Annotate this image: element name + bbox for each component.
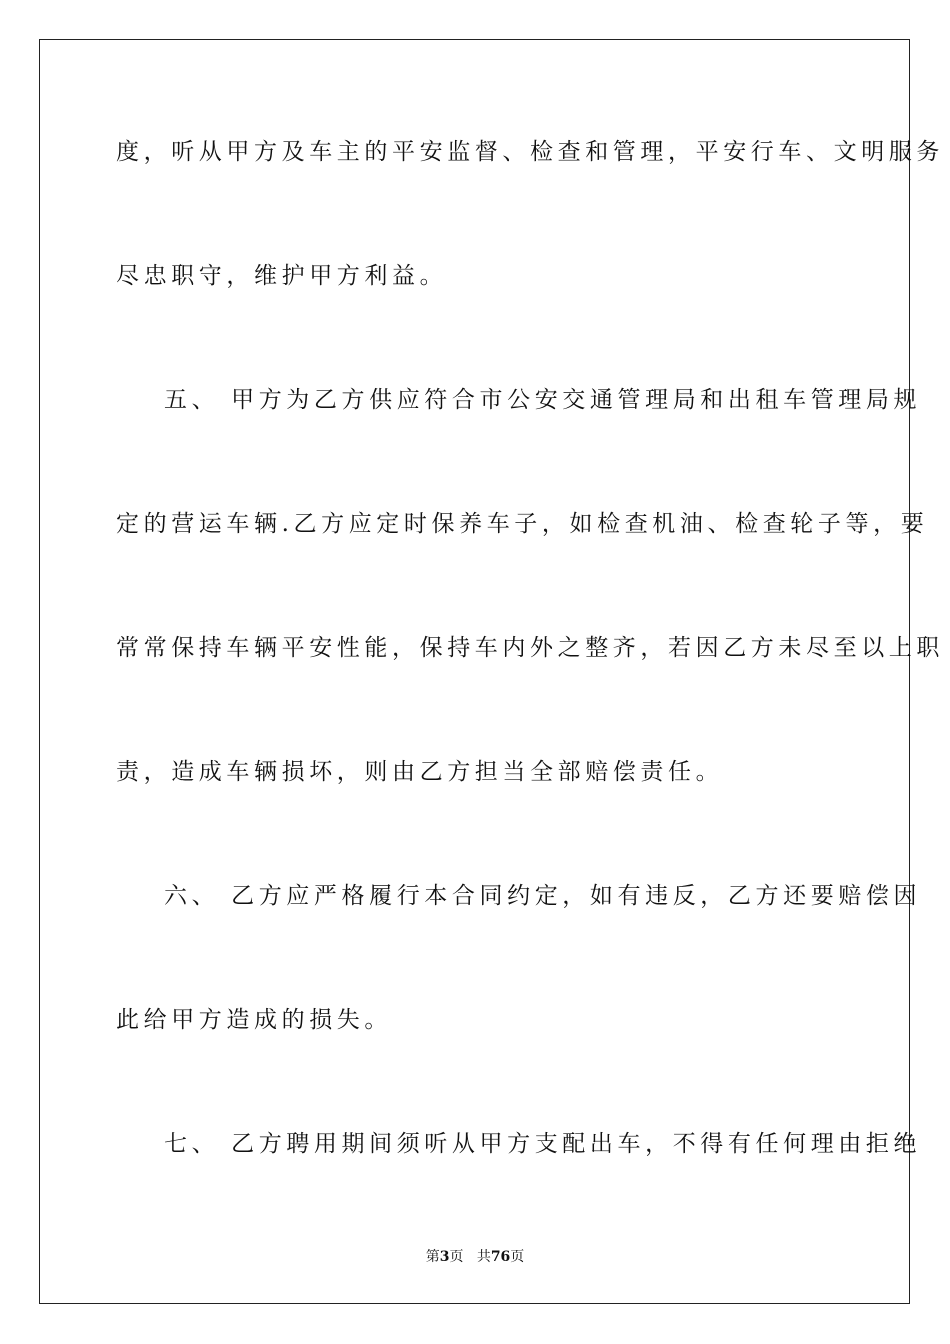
total-prefix: 共	[476, 1249, 491, 1265]
text-line: 此给甲方造成的损失。	[116, 1007, 392, 1033]
clause-six-start: 六、 乙方应严格履行本合同约定，如有违反，乙方还要赔偿因	[164, 883, 922, 909]
page-border	[39, 39, 944, 1304]
page-footer	[0, 1247, 950, 1267]
text-line: 度，听从甲方及车主的平安监督、检查和管理，平安行车、文明服务	[116, 139, 944, 165]
clause-five-start: 五、 甲方为乙方供应符合市公安交通管理局和出租车管理局规	[164, 387, 922, 413]
clause-seven-start: 七、 乙方聘用期间须听从甲方支配出车，不得有任何理由拒绝	[164, 1131, 922, 1157]
page-suffix: 页	[449, 1249, 464, 1265]
text-line: 尽忠职守，维护甲方利益。	[116, 263, 448, 289]
page-number: 3	[439, 1249, 450, 1265]
text-line: 常常保持车辆平安性能，保持车内外之整齐，若因乙方未尽至以上职	[116, 635, 944, 661]
total-suffix: 页	[510, 1249, 525, 1265]
text-line: 定的营运车辆.乙方应定时保养车子，如检查机油、检查轮子等，要	[116, 511, 929, 537]
text-line: 责，造成车辆损坏，则由乙方担当全部赔偿责任。	[116, 759, 724, 785]
page-prefix: 第	[425, 1249, 440, 1265]
total-pages: 76	[490, 1249, 511, 1265]
